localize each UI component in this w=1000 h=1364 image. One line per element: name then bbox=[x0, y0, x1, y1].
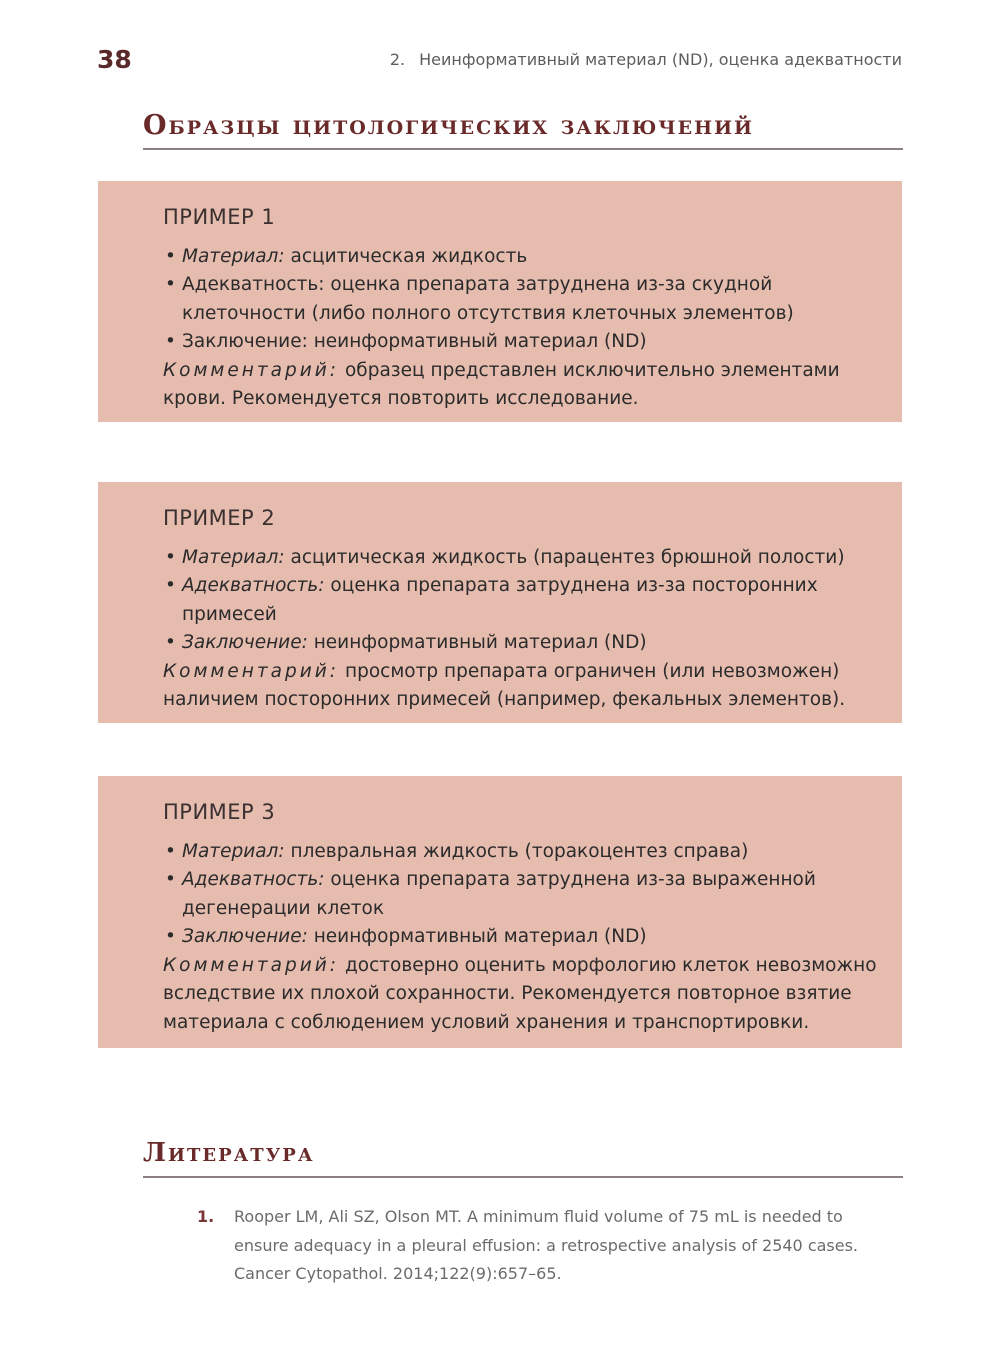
comment-label: Комментарий: bbox=[163, 660, 339, 682]
example-title: ПРИМЕР 3 bbox=[163, 800, 276, 824]
item-label: Заключение: bbox=[182, 632, 308, 653]
list-item bbox=[163, 544, 882, 573]
item-text: Адекватность: оценка препарата затруднена из-за скудной клеточности (либо полного отсутствия клеточных элементов) bbox=[182, 274, 794, 324]
reference-number: 1. bbox=[197, 1207, 215, 1226]
comment-text: образец представлен исключительно элементами крови. Рекомендуется повторить исследование. bbox=[163, 359, 840, 409]
item-text: неинформативный материал (ND) bbox=[307, 926, 647, 947]
item-text: оценка препарата затруднена из-за выраженной дегенерации клеток bbox=[182, 869, 816, 919]
item-label: Материал: bbox=[182, 546, 285, 568]
page-number: 38 bbox=[97, 45, 132, 74]
example-list bbox=[163, 544, 882, 658]
reference-item bbox=[197, 1203, 902, 1289]
list-item bbox=[163, 572, 882, 629]
example-comment bbox=[163, 658, 882, 715]
example-title: ПРИМЕР 1 bbox=[163, 205, 276, 229]
example-comment bbox=[163, 357, 882, 414]
chapter-title: Неинформативный материал (ND), оценка адекватности bbox=[419, 50, 902, 69]
item-text: асцитическая жидкость bbox=[284, 245, 528, 267]
samples-heading: Образцы цитологических заключений bbox=[143, 110, 903, 150]
comment-text: достоверно оценить морфологию клеток невозможно вследствие их плохой сохранности. Рекомендуется повторное взятие материала с соблюдением условий хранения и транспортировки. bbox=[163, 954, 877, 1033]
example-list bbox=[163, 243, 882, 357]
comment-label: Комментарий: bbox=[163, 954, 339, 976]
reference-text: Rooper LM, Ali SZ, Olson MT. A minimum fluid volume of 75 mL is needed to ensure adequacy in a pleural effusion: a retrospective analysis of 2540 cases. Cancer Cytopathol. 2014;122(9):657–65. bbox=[234, 1207, 859, 1283]
list-item bbox=[163, 923, 882, 952]
comment-text: просмотр препарата ограничен (или невозможен) наличием посторонних примесей (например, фекальных элементов). bbox=[163, 660, 846, 710]
item-text: оценка препарата затруднена из-за посторонних примесей bbox=[182, 575, 818, 625]
example-box-2 bbox=[98, 482, 902, 723]
example-title: ПРИМЕР 2 bbox=[163, 506, 276, 530]
item-label: Материал: bbox=[182, 840, 285, 862]
reference-list bbox=[197, 1203, 902, 1289]
item-label: Адекватность: bbox=[182, 575, 325, 596]
item-text: неинформативный материал (ND) bbox=[307, 632, 647, 653]
item-text: плевральная жидкость (торакоцентез справа) bbox=[284, 840, 749, 862]
example-box-3 bbox=[98, 776, 902, 1048]
item-text: асцитическая жидкость (парацентез брюшной полости) bbox=[284, 546, 845, 568]
item-label: Адекватность: bbox=[182, 869, 325, 890]
list-item bbox=[163, 838, 882, 867]
literature-heading: Литература bbox=[143, 1138, 903, 1178]
example-box-1 bbox=[98, 181, 902, 422]
list-item bbox=[163, 271, 882, 328]
list-item bbox=[163, 243, 882, 272]
list-item bbox=[163, 328, 882, 357]
example-comment bbox=[163, 952, 882, 1038]
running-header bbox=[390, 50, 902, 69]
example-list bbox=[163, 838, 882, 952]
chapter-number: 2. bbox=[389, 50, 406, 69]
comment-label: Комментарий: bbox=[163, 359, 339, 381]
item-label: Материал: bbox=[182, 245, 285, 267]
list-item bbox=[163, 866, 882, 923]
item-label: Заключение: bbox=[182, 926, 308, 947]
list-item bbox=[163, 629, 882, 658]
item-text: Заключение: неинформативный материал (ND) bbox=[182, 331, 647, 352]
